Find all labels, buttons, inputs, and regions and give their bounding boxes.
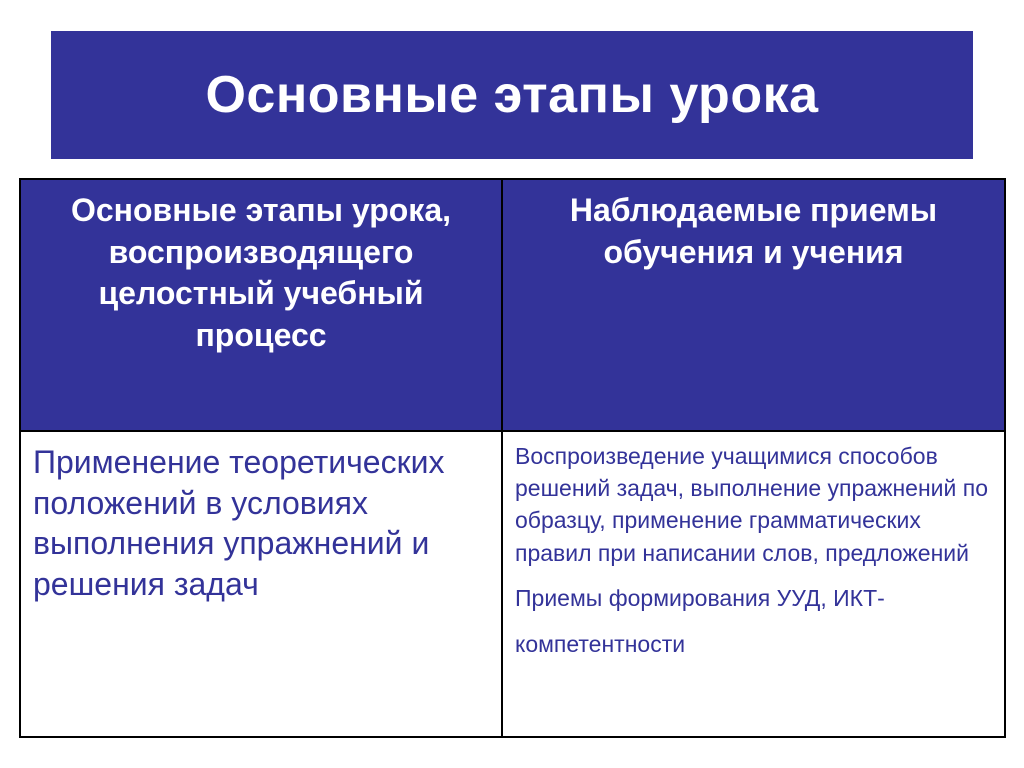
techniques-paragraph-1: Воспроизведение учащимися способов решений задач, выполнение упражнений по образцу, применение грамматических правил при написании слов, предложений [515,443,989,566]
slide-title-bar [51,31,973,159]
table-row [20,431,1005,737]
header-stages-text: Основные этапы урока, воспроизводящего целостный учебный процесс [70,192,451,353]
header-techniques-text: Наблюдаемые приемы обучения и учения [569,192,938,270]
header-cell-techniques [502,179,1005,431]
table-header-row [20,179,1005,431]
header-cell-stages [20,179,502,431]
cell-stage [20,431,502,737]
stages-table [19,178,1006,738]
slide-title: Основные этапы урока [205,66,819,124]
stage-text: Применение теоретических положений в условиях выполнения упражнений и решения задач [33,444,445,602]
cell-techniques [502,431,1005,737]
techniques-paragraph-2: Приемы формирования УУД, ИКТ-компетентности [515,584,885,657]
techniques-content [503,432,1004,667]
